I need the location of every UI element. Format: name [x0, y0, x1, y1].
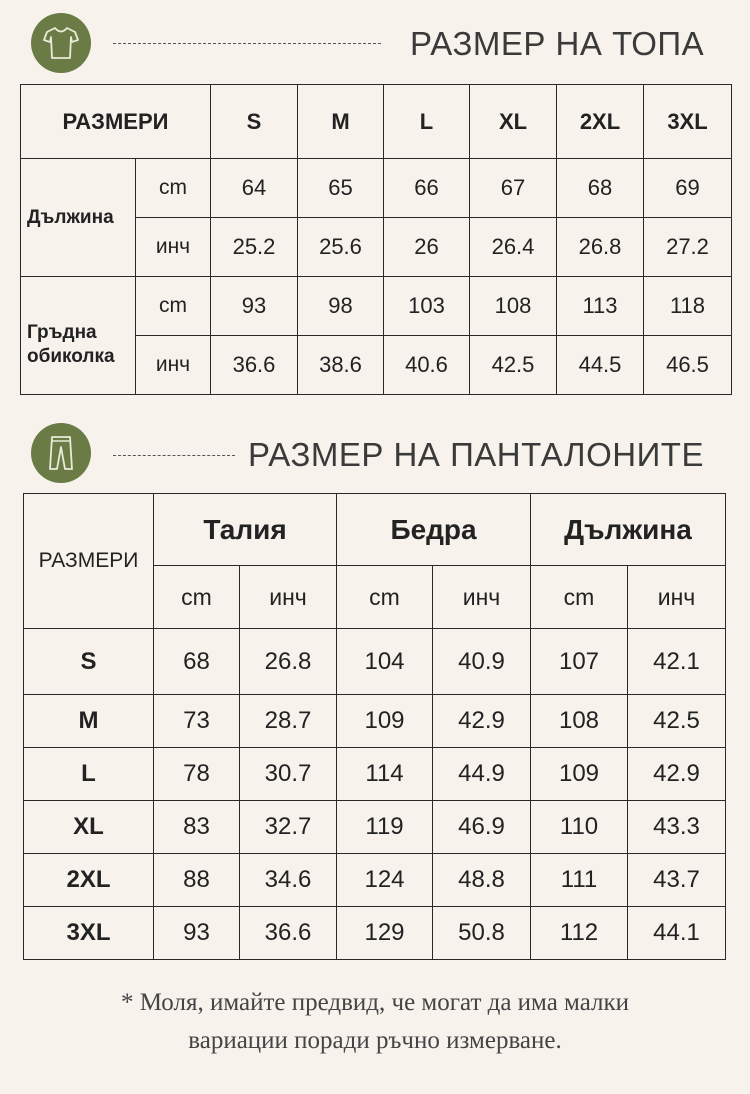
cell: 124 [337, 854, 433, 907]
cell: 65 [298, 159, 384, 218]
cell: 67 [470, 159, 557, 218]
top-size-title: РАЗМЕР НА ТОПА [410, 25, 705, 62]
cell: 25.6 [298, 218, 384, 277]
cell: 83 [154, 801, 240, 854]
cell: 32.7 [240, 801, 337, 854]
sizes-header: РАЗМЕРИ [21, 85, 211, 159]
unit-cm: cm [337, 566, 433, 629]
cell: 68 [154, 629, 240, 695]
pants-icon [31, 423, 91, 483]
cell: 25.2 [211, 218, 298, 277]
group-header-waist: Талия [154, 494, 337, 566]
cell: 34.6 [240, 854, 337, 907]
cell: 42.5 [628, 695, 726, 748]
cell: 48.8 [433, 854, 531, 907]
cell: 119 [337, 801, 433, 854]
cell: 66 [384, 159, 470, 218]
cell: 26 [384, 218, 470, 277]
note-line-2: вариации поради ръчно измерване. [188, 1027, 562, 1054]
cell: 42.1 [628, 629, 726, 695]
size-label: 3XL [24, 907, 154, 960]
sizes-header: РАЗМЕРИ [24, 494, 154, 629]
group-header-hips: Бедра [337, 494, 531, 566]
cell: 42.9 [433, 695, 531, 748]
cell: 46.9 [433, 801, 531, 854]
cell: 36.6 [240, 907, 337, 960]
unit-cm: cm [154, 566, 240, 629]
cell: 50.8 [433, 907, 531, 960]
size-label: 2XL [24, 854, 154, 907]
cell: 42.5 [470, 336, 557, 395]
cell: 36.6 [211, 336, 298, 395]
cell: 107 [531, 629, 628, 695]
cell: 44.9 [433, 748, 531, 801]
cell: 26.8 [557, 218, 644, 277]
cell: 44.5 [557, 336, 644, 395]
size-label: S [24, 629, 154, 695]
cell: 110 [531, 801, 628, 854]
size-label: L [24, 748, 154, 801]
cell: 73 [154, 695, 240, 748]
group-header-length: Дължина [531, 494, 726, 566]
cell: 109 [531, 748, 628, 801]
cell: 28.7 [240, 695, 337, 748]
size-header-xl: XL [470, 85, 557, 159]
cell: 93 [211, 277, 298, 336]
size-label: M [24, 695, 154, 748]
cell: 44.1 [628, 907, 726, 960]
cell: 129 [337, 907, 433, 960]
measurement-note [0, 984, 750, 1060]
cell: 64 [211, 159, 298, 218]
title-divider [113, 455, 235, 456]
cell: 118 [644, 277, 732, 336]
cell: 93 [154, 907, 240, 960]
size-header-2xl: 2XL [557, 85, 644, 159]
pants-size-table [23, 493, 726, 960]
title-divider [113, 43, 381, 44]
cell: 27.2 [644, 218, 732, 277]
unit-cm: cm [136, 277, 211, 336]
cell: 69 [644, 159, 732, 218]
size-header-l: L [384, 85, 470, 159]
cell: 111 [531, 854, 628, 907]
cell: 78 [154, 748, 240, 801]
cell: 26.8 [240, 629, 337, 695]
size-header-m: M [298, 85, 384, 159]
cell: 103 [384, 277, 470, 336]
cell: 68 [557, 159, 644, 218]
cell: 40.6 [384, 336, 470, 395]
cell: 113 [557, 277, 644, 336]
size-label: XL [24, 801, 154, 854]
cell: 88 [154, 854, 240, 907]
unit-inch: инч [433, 566, 531, 629]
row-label-chest: Гръдна обиколка [21, 277, 136, 395]
cell: 26.4 [470, 218, 557, 277]
size-header-s: S [211, 85, 298, 159]
tshirt-icon [31, 13, 91, 73]
pants-size-title: РАЗМЕР НА ПАНТАЛОНИТЕ [248, 436, 704, 473]
cell: 114 [337, 748, 433, 801]
unit-inch: инч [136, 218, 211, 277]
cell: 43.3 [628, 801, 726, 854]
unit-cm: cm [531, 566, 628, 629]
unit-inch: инч [628, 566, 726, 629]
row-label-length: Дължина [21, 159, 136, 277]
cell: 40.9 [433, 629, 531, 695]
cell: 108 [531, 695, 628, 748]
unit-cm: cm [136, 159, 211, 218]
cell: 104 [337, 629, 433, 695]
cell: 108 [470, 277, 557, 336]
cell: 38.6 [298, 336, 384, 395]
cell: 46.5 [644, 336, 732, 395]
unit-inch: инч [240, 566, 337, 629]
cell: 112 [531, 907, 628, 960]
cell: 98 [298, 277, 384, 336]
unit-inch: инч [136, 336, 211, 395]
cell: 30.7 [240, 748, 337, 801]
cell: 109 [337, 695, 433, 748]
note-line-1: * Моля, имайте предвид, че могат да има малки [120, 989, 630, 1016]
cell: 43.7 [628, 854, 726, 907]
cell: 42.9 [628, 748, 726, 801]
top-size-table [20, 84, 732, 395]
size-header-3xl: 3XL [644, 85, 732, 159]
